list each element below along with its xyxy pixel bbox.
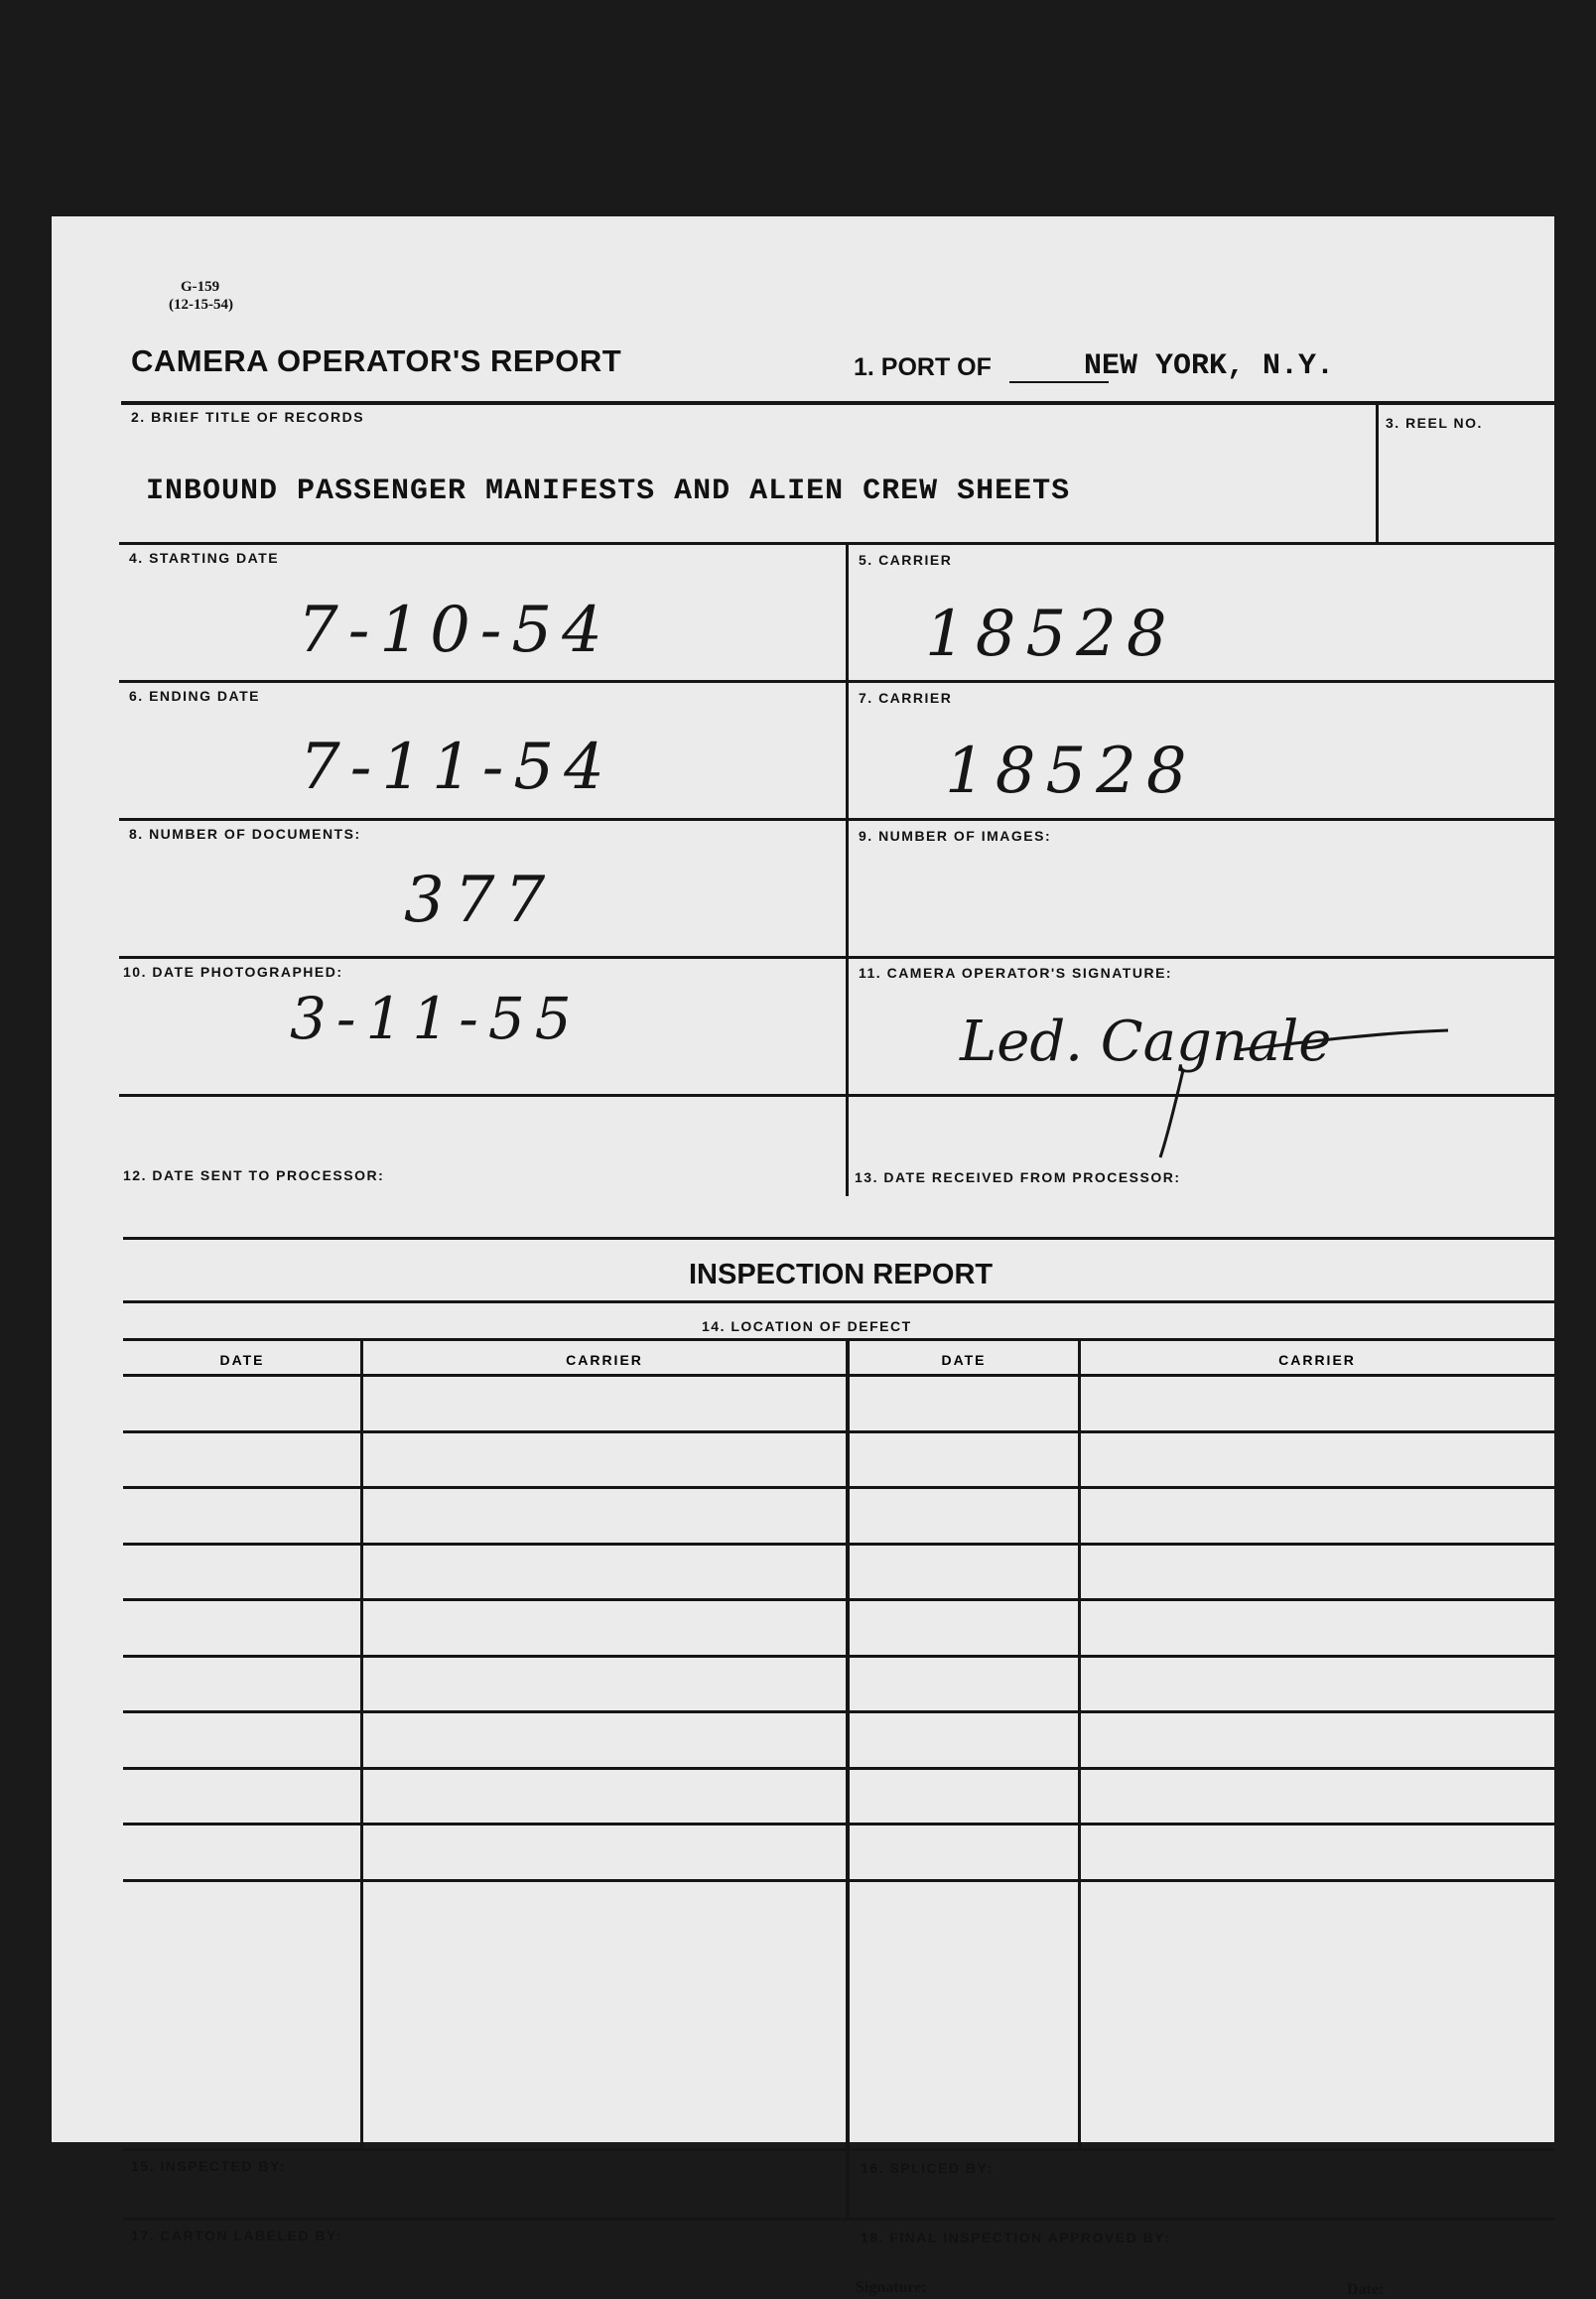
table-row-rule xyxy=(123,1710,1554,1713)
rule-col-1 xyxy=(360,1340,363,2149)
operator-signature-label: 11. CAMERA OPERATOR'S SIGNATURE: xyxy=(859,965,1173,981)
final-approved-label: 18. FINAL INSPECTION APPROVED BY: xyxy=(861,2230,1171,2245)
table-row-rule xyxy=(123,1430,1554,1433)
brief-title-label: 2. BRIEF TITLE OF RECORDS xyxy=(131,409,365,425)
reel-label: 3. REEL NO. xyxy=(1386,415,1483,431)
table-row-rule xyxy=(123,1879,1554,1882)
col-header-carrier-right: CARRIER xyxy=(1278,1352,1356,1368)
date-photographed-value: 3-11-55 xyxy=(290,985,582,1052)
rule-top xyxy=(121,401,1554,405)
rule-location xyxy=(123,1338,1554,1341)
col-header-date-right: DATE xyxy=(941,1352,987,1368)
inspected-by-label: 15. INSPECTED BY: xyxy=(131,2158,286,2174)
rule-reel-divider xyxy=(1376,403,1379,542)
rule-col-2 xyxy=(846,1340,850,2219)
num-images-label: 9. NUMBER OF IMAGES: xyxy=(859,828,1052,844)
num-documents-label: 8. NUMBER OF DOCUMENTS: xyxy=(129,826,361,842)
brief-title-value: INBOUND PASSENGER MANIFESTS AND ALIEN CREW SHEETS xyxy=(146,474,1071,508)
port-label: 1. PORT OF xyxy=(854,353,992,381)
location-defect-label: 14. LOCATION OF DEFECT xyxy=(702,1318,912,1334)
signature-label: Signature: xyxy=(856,2279,927,2296)
date-received-label: 13. DATE RECEIVED FROM PROCESSOR: xyxy=(855,1169,1181,1185)
rule-inspected xyxy=(123,2148,1554,2151)
spliced-by-label: 16. SPLICED BY: xyxy=(861,2160,994,2176)
date-photographed-label: 10. DATE PHOTOGRAPHED: xyxy=(123,964,343,980)
inspection-heading: INSPECTION REPORT xyxy=(689,1259,994,1290)
rule-row-4 xyxy=(119,818,1554,821)
operator-signature xyxy=(940,981,1476,1169)
report-form xyxy=(52,216,1554,2298)
ending-date-value: 7-11-54 xyxy=(300,731,614,804)
carton-labeled-label: 17. CARTON LABELED BY: xyxy=(131,2228,342,2243)
form-revision: (12-15-54) xyxy=(169,297,233,313)
rule-row-5 xyxy=(119,956,1554,959)
rule-row-7 xyxy=(123,1237,1554,1240)
num-documents-value: 377 xyxy=(404,864,556,937)
carrier-5-label: 5. CARRIER xyxy=(859,552,953,568)
signature-descender xyxy=(1160,1070,1183,1157)
date-sent-label: 12. DATE SENT TO PROCESSOR: xyxy=(123,1167,385,1183)
rule-col-3 xyxy=(1078,1340,1081,2149)
carrier-7-label: 7. CARRIER xyxy=(859,690,953,706)
table-row-rule xyxy=(123,1598,1554,1601)
table-row-rule xyxy=(123,1374,1554,1377)
form-number xyxy=(169,278,233,314)
form-number-code: G-159 xyxy=(181,279,220,295)
rule-inspection-top xyxy=(123,1300,1554,1303)
form-title: CAMERA OPERATOR'S REPORT xyxy=(131,343,622,378)
date-label: Date: xyxy=(1347,2281,1385,2298)
rule-row-3 xyxy=(119,680,1554,683)
col-header-date-left: DATE xyxy=(219,1352,265,1368)
ending-date-label: 6. ENDING DATE xyxy=(129,688,260,704)
rule-middle xyxy=(846,544,849,1196)
port-value: NEW YORK, N.Y. xyxy=(1084,349,1335,383)
carrier-5-value: 18528 xyxy=(925,598,1177,671)
rule-carton xyxy=(123,2218,1554,2221)
table-row-rule xyxy=(123,1823,1554,1826)
rule-row-2 xyxy=(119,542,1554,545)
starting-date-value: 7-10-54 xyxy=(298,594,612,667)
col-header-carrier-left: CARRIER xyxy=(566,1352,643,1368)
table-row-rule xyxy=(123,1486,1554,1489)
table-row-rule xyxy=(123,1543,1554,1546)
starting-date-label: 4. STARTING DATE xyxy=(129,550,280,566)
operator-signature-text: Led. Cagnale xyxy=(960,1010,1332,1074)
table-row-rule xyxy=(123,1655,1554,1658)
table-row-rule xyxy=(123,1767,1554,1770)
carrier-7-value: 18528 xyxy=(945,735,1197,808)
